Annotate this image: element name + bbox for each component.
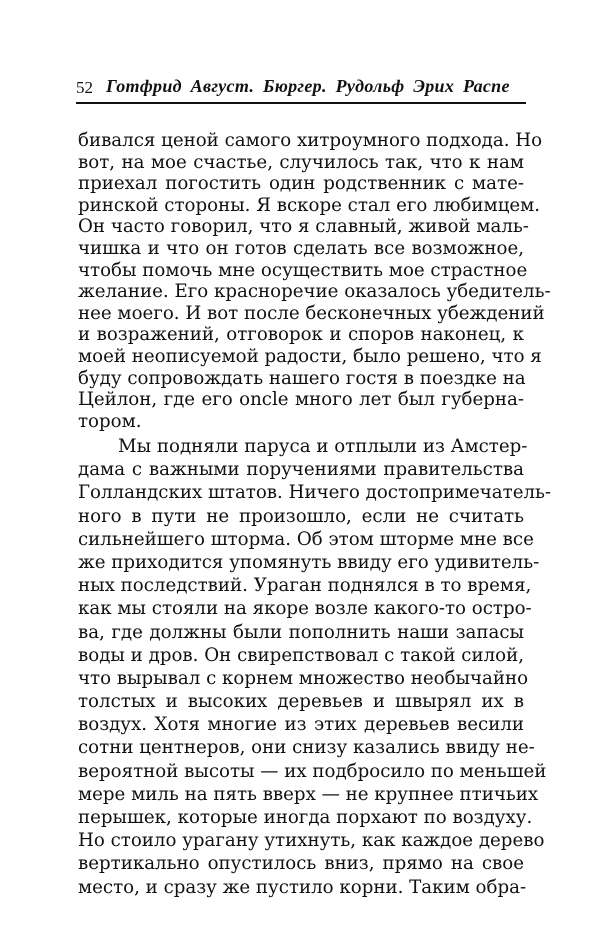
text-line: перышек, которые иногда порхают по воздуху.	[78, 807, 533, 828]
running-header	[76, 74, 526, 104]
text-line: как мы стояли на якоре возле какого-то остро-	[78, 598, 532, 620]
text-line: место, и сразу же пустило корни. Таким обра-	[78, 876, 527, 898]
text-line: же приходится упомянуть ввиду его удивитель-	[78, 551, 540, 573]
text-line: ва, где должны были пополнить наши запасы	[78, 621, 524, 643]
text-line: желание. Его красноречие оказалось убедитель-	[78, 281, 551, 303]
text-line: ных последствий. Ураган поднялся в то время,	[78, 575, 532, 597]
running-title: Готфрид Август. Бюргер. Рудольф Эрих Распе	[106, 76, 510, 96]
text-line: Цейлон, где его oncle много лет был губерна-	[78, 389, 524, 411]
text-line: чишка и что он готов сделать все возможное,	[78, 237, 524, 259]
text-line: Голландских штатов. Ничего достопримечатель-	[78, 482, 552, 504]
text-line: Мы подняли паруса и отплыли из Амстер-	[118, 436, 528, 457]
text-line: буду сопровождать нашего гостя в поездке на	[78, 367, 526, 389]
text-line: и возражений, отговорок и споров наконец, к	[78, 324, 524, 346]
text-line: ринской стороны. Я вскоре стал его любимцем.	[78, 194, 541, 216]
text-line: мере миль на пять вверх — не крупнее птичьих	[78, 783, 539, 805]
text-line: вертикально опустилось вниз, прямо на свое	[78, 853, 524, 875]
text-line: моей неописуемой радости, было решено, что я	[78, 345, 542, 367]
page-number: 52	[76, 78, 93, 97]
text-line: сильнейшего шторма. Об этом шторме мне все	[78, 528, 534, 550]
text-line: тором.	[78, 410, 142, 432]
text-line: толстых и высоких деревьев и швырял их в	[78, 691, 524, 713]
text-line: ного в пути не произошло, если не считать	[78, 505, 524, 527]
text-line: воды и дров. Он свирепствовал с такой силой,	[78, 644, 524, 666]
text-line: чтобы помочь мне осуществить мое страстное	[78, 259, 528, 281]
text-line: бивался ценой самого хитроумного подхода. Но	[78, 130, 543, 151]
text-line: приехал погостить один родственник с мате-	[78, 173, 524, 195]
text-line: вероятной высоты — их подбросило по меньшей	[78, 760, 547, 782]
text-line: что вырывал с корнем множество необычайно	[78, 667, 529, 689]
text-line: Но стоило урагану утихнуть, как каждое дерево	[78, 830, 545, 852]
text-line: дама с важными поручениями правительства	[78, 459, 524, 481]
text-line: Он часто говорил, что я славный, живой маль-	[78, 216, 529, 238]
text-line: сотни центнеров, они снизу казались ввиду не-	[78, 737, 535, 759]
text-line: воздух. Хотя многие из этих деревьев весили	[78, 714, 524, 736]
text-line: нее моего. И вот после бесконечных убеждений	[78, 302, 545, 324]
text-line: вот, на мое счастье, случилось так, что к нам	[78, 151, 524, 173]
paragraph-1	[78, 130, 551, 432]
paragraph-2	[78, 435, 552, 899]
